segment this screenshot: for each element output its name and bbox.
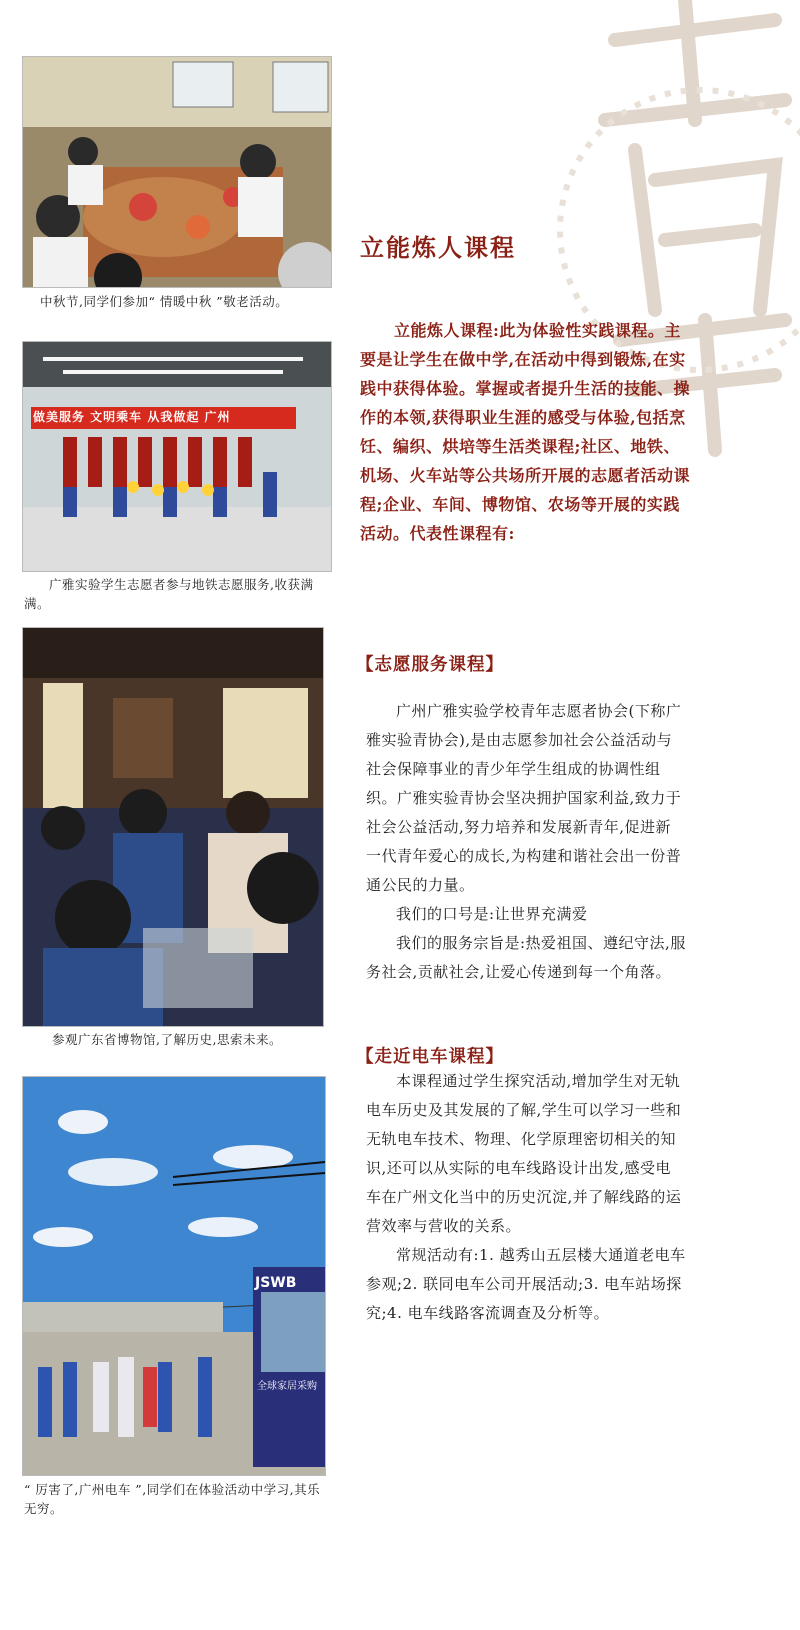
heading-tram: 【走近电车课程】	[356, 1047, 504, 1067]
photo-caption-4: “ 厉害了,广州电车 ”,同学们在体验活动中学习,其乐无穷。	[24, 1482, 321, 1516]
bus-text-bottom: 全球家居采购	[257, 1381, 317, 1392]
intro-paragraph	[360, 316, 690, 548]
intro-text: 立能炼人课程:此为体验性实践课程。主要是让学生在做中学,在活动中得到锻炼,在实践中获得体验。掌握或者提升生活的技能、操作的本领,获得职业生涯的感受与体验,包括烹饪、编织、烘培等生活类课程;社区、地铁、机场、火车站等公共场所开展的志愿者活动课程;企业、车间、博物馆、农场等开展的实践活动。代表性课程有:	[360, 321, 691, 543]
volunteer-paragraph-1: 广州广雅实验学校青年志愿者协会(下称广雅实验青协会),是由志愿参加社会公益活动与社会保障事业的青少年学生组成的协调性组织。广雅实验青协会坚决拥护国家利益,致力于社会公益活动,努力培养和发展新青年,促进新一代青年爱心的成长,为构建和谐社会出一份普通公民的力量。	[366, 702, 682, 894]
bus-text-top: JSWB	[255, 1275, 297, 1291]
photo-mid-autumn-activity	[22, 56, 332, 288]
photo-subway-volunteers	[22, 341, 332, 572]
volunteer-body	[366, 697, 686, 987]
tram-body	[366, 1067, 686, 1328]
photo-caption-3: 参观广东省博物馆,了解历史,思索未来。	[52, 1032, 282, 1047]
photo-tram-experience	[22, 1076, 326, 1476]
photo-caption-1: 中秋节,同学们参加“ 情暖中秋 ”敬老活动。	[40, 294, 289, 309]
tram-paragraph-1: 本课程通过学生探究活动,增加学生对无轨电车历史及其发展的了解,学生可以学习一些和无轨电车技术、物理、化学原理密切相关的知识,还可以从实际的电车线路设计出发,感受电车在广州文化当中的历史沉淀,并了解线路的运营效率与营收的关系。	[366, 1072, 682, 1235]
photo-caption-2: 广雅实验学生志愿者参与地铁志愿服务,收获满满。	[24, 577, 314, 611]
section-title-main: 立能炼人课程	[360, 233, 516, 262]
banner-text: 做美服务 文明乘车 从我做起 广州	[33, 410, 231, 424]
tram-paragraph-2: 常规活动有:1. 越秀山五层楼大通道老电车参观;2. 联同电车公司开展活动;3. 电车站场探究;4. 电车线路客流调查及分析等。	[366, 1246, 686, 1322]
volunteer-paragraph-3: 我们的服务宗旨是:热爱祖国、遵纪守法,服务社会,贡献社会,让爱心传递到每一个角落。	[366, 934, 686, 981]
photo-museum-visit	[22, 627, 324, 1027]
heading-volunteer: 【志愿服务课程】	[356, 655, 504, 675]
volunteer-paragraph-2: 我们的口号是:让世界充满爱	[396, 905, 588, 923]
